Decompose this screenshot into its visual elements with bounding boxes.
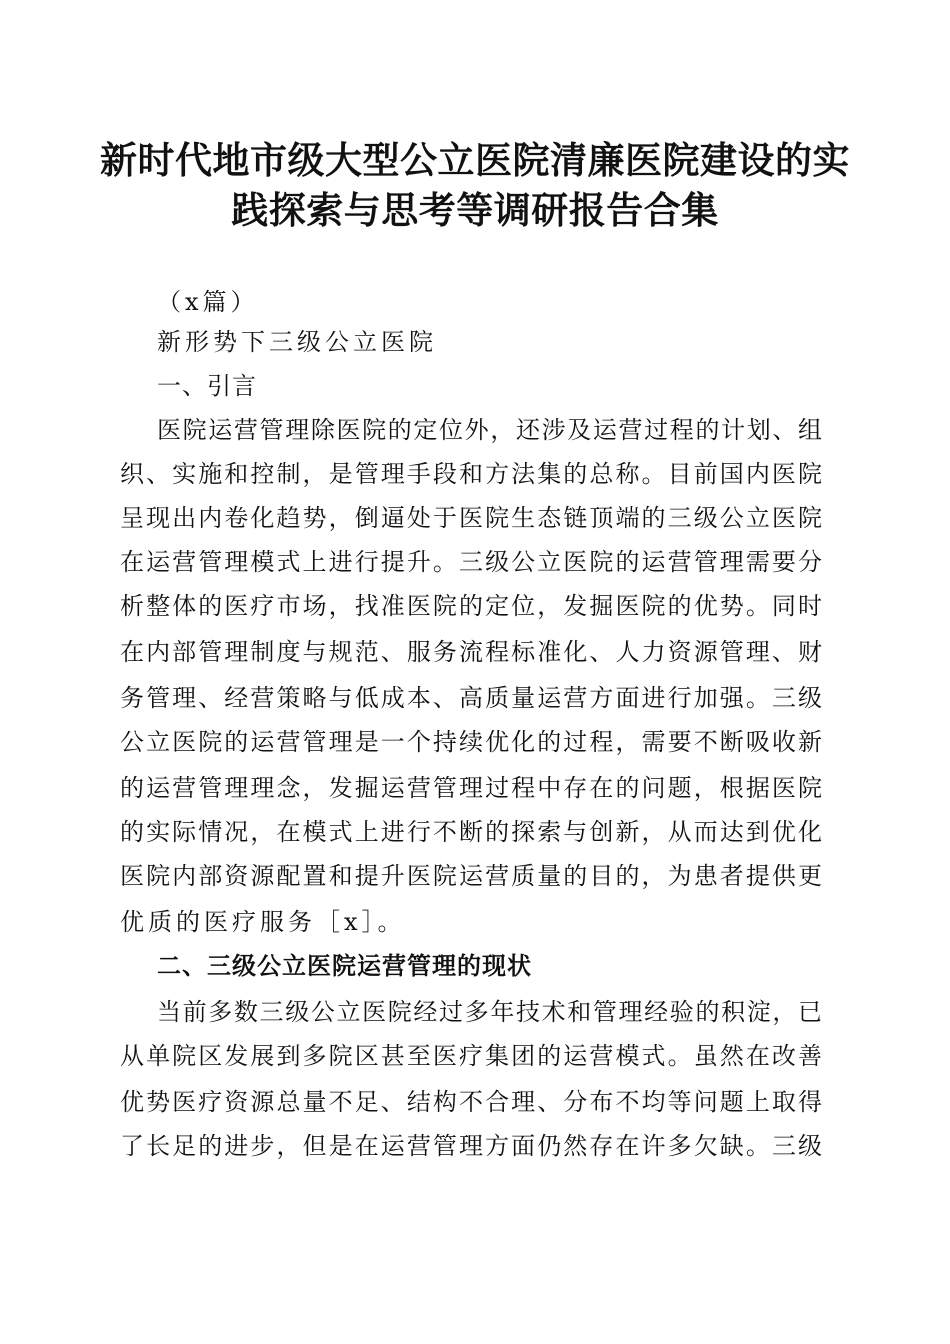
paragraph-line: 的运营管理理念，发掘运营管理过程中存在的问题，根据医院 xyxy=(120,774,822,802)
paragraph-line: 在运营管理模式上进行提升。三级公立医院的运营管理需要分 xyxy=(120,548,822,576)
paragraph-line: 呈现出内卷化趋势，倒逼处于医院生态链顶端的三级公立医院 xyxy=(120,504,822,532)
paragraph-line: 优势医疗资源总量不足、结构不合理、分布不均等问题上取得 xyxy=(120,1088,822,1116)
paragraph-line: 医院内部资源配置和提升医院运营质量的目的，为患者提供更 xyxy=(120,862,822,890)
paragraph-line: 优质的医疗服务［x］。 xyxy=(120,908,406,936)
paragraph-line: 在内部管理制度与规范、服务流程标准化、人力资源管理、财 xyxy=(120,638,822,666)
paragraph-line: 织、实施和控制，是管理手段和方法集的总称。目前国内医院 xyxy=(120,460,822,488)
paragraph-line: 从单院区发展到多院区甚至医疗集团的运营模式。虽然在改善 xyxy=(120,1042,822,1070)
section-1-heading: 一、引言 xyxy=(157,372,257,400)
paragraph-line: 的实际情况，在模式上进行不断的探索与创新，从而达到优化 xyxy=(120,818,822,846)
section-2-heading: 二、三级公立医院运营管理的现状 xyxy=(157,952,532,980)
paragraph-line: 析整体的医疗市场，找准医院的定位，发掘医院的优势。同时 xyxy=(120,592,822,620)
paragraph-line: 医院运营管理除医院的定位外，还涉及运营过程的计划、组 xyxy=(157,416,822,444)
document-title-line-2: 践探索与思考等调研报告合集 xyxy=(231,188,719,232)
paragraph-line: 公立医院的运营管理是一个持续优化的过程，需要不断吸收新 xyxy=(120,728,822,756)
chapter-marker: （x篇） xyxy=(157,288,259,316)
paragraph-line: 了长足的进步，但是在运营管理方面仍然存在许多欠缺。三级 xyxy=(120,1132,822,1160)
document-title-line-1: 新时代地市级大型公立医院清廉医院建设的实 xyxy=(100,138,850,182)
paragraph-line: 务管理、经营策略与低成本、高质量运营方面进行加强。三级 xyxy=(120,684,822,712)
document-subtitle: 新形势下三级公立医院 xyxy=(157,328,437,356)
paragraph-line: 当前多数三级公立医院经过多年技术和管理经验的积淀，已 xyxy=(157,998,822,1026)
